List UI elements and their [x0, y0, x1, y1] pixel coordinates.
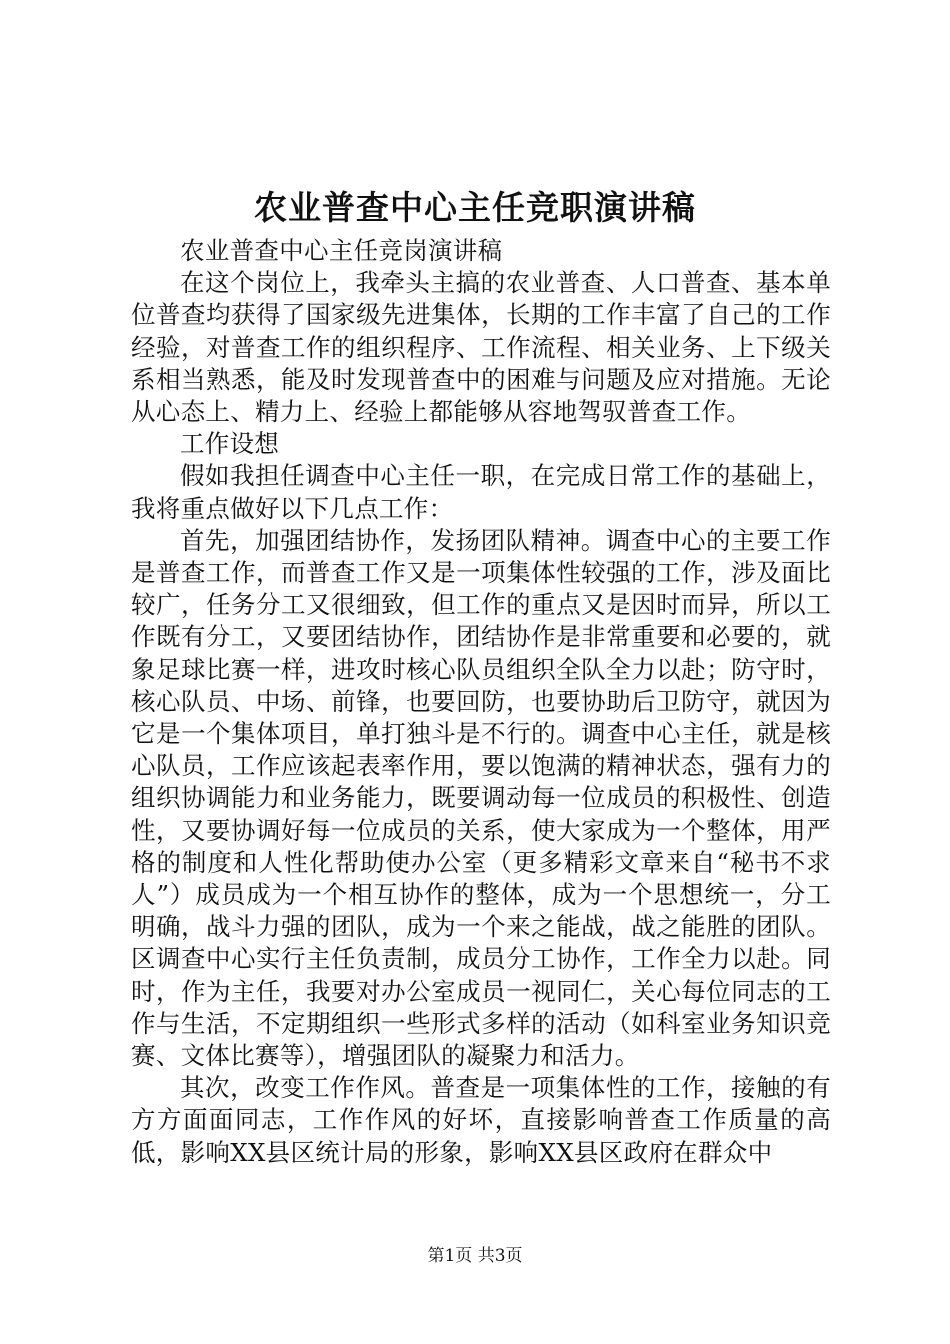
document-title: 农业普查中心主任竞职演讲稿: [254, 188, 696, 227]
document-body: [131, 235, 831, 1169]
page-footer: 第1页 共3页: [427, 1246, 523, 1266]
paragraph-section-heading: 工作设想: [180, 429, 280, 459]
paragraph-teamwork: 首先，加强团结协作，发扬团队精神。调查中心的主要工作是普查工作，而普查工作又是一项集体性较强的工作，涉及面比较广，任务分工又很细致，但工作的重点又是因时而异，所以工作既有分工，又要团结协作，团结协作是非常重要和必要的，就象足球比赛一样，进攻时核心队员组织全队全力以赴；防守时，核心队员、中场、前锋，也要回防，也要协助后卫防守，就因为它是一个集体项目，单打独斗是不行的。调查中心主任，就是核心队员，工作应该起表率作用，要以饱满的精神状态，强有力的组织协调能力和业务能力，既要调动每一位成员的积极性、创造性，又要协调好每一位成员的关系，使大家成为一个整体，用严格的制度和人性化帮助使办公室（更多精彩文章来自“秘书不求人”）成员成为一个相互协作的整体，成为一个思想统一，分工明确，战斗力强的团队，成为一个来之能战，战之能胜的团队。区调查中心实行主任负责制，成员分工协作，工作全力以赴。同时，作为主任，我要对办公室成员一视同仁，关心每位同志的工作与生活，不定期组织一些形式多样的活动（如科室业务知识竞赛、文体比赛等），增强团队的凝聚力和活力。: [131, 525, 832, 1071]
paragraph-experience: 在这个岗位上，我牵头主搞的农业普查、人口普查、基本单位普查均获得了国家级先进集体，长期的工作丰富了自己的工作经验，对普查工作的组织程序、工作流程、相关业务、上下级关系相当熟悉，能及时发现普查中的困难与问题及应对措施。无论从心态上、精力上、经验上都能够从容地驾驭普查工作。: [131, 268, 831, 427]
paragraph-work-style: 其次，改变工作作风。普查是一项集体性的工作，接触的有方方面面同志，工作作风的好坏，直接影响普查工作质量的高低，影响XX县区统计局的形象，影响XX县区政府在群众中: [131, 1073, 831, 1167]
paragraph-subtitle: 农业普查中心主任竞岗演讲稿: [180, 236, 503, 265]
paragraph-intro-plan: 假如我担任调查中心主任一职，在完成日常工作的基础上，我将重点做好以下几点工作：: [131, 461, 831, 523]
